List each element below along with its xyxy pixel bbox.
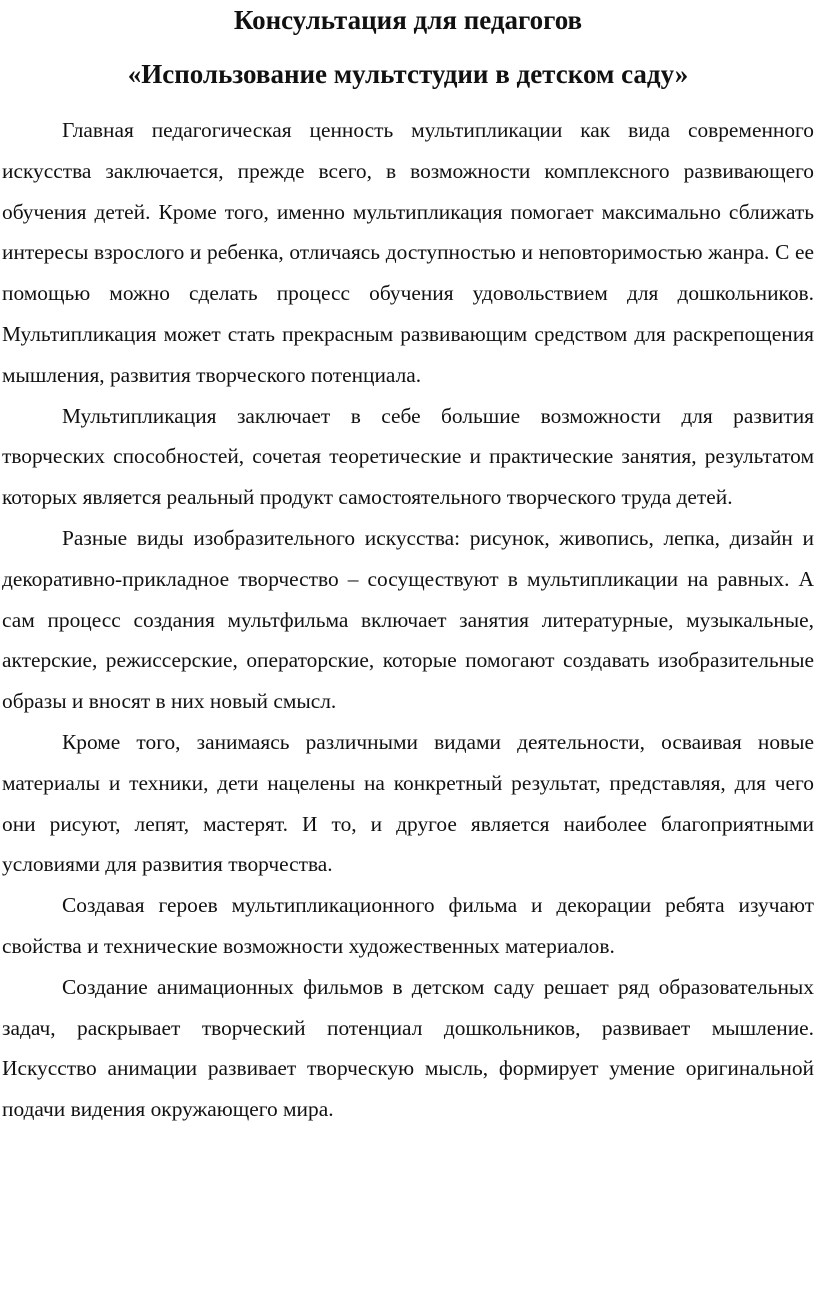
paragraph: Создавая героев мультипликационного фильма и декорации ребята изучают свойства и технические возможности художественных материалов. [2,893,814,958]
document-title: Консультация для педагогов [233,5,583,35]
document-body [2,110,814,1130]
document-subtitle: «Использование мультстудии в детском саду» [127,59,689,89]
paragraph: Разные виды изобразительного искусства: рисунок, живопись, лепка, дизайн и декоративно-прикладное творчество – сосуществуют в мультипликации на равных. А сам процесс создания мультфильма включает занятия литературные, музыкальные, актерские, режиссерские, операторские, которые помогают создавать изобразительные образы и вносят в них новый смысл. [2,525,814,714]
paragraph: Создание анимационных фильмов в детском саду решает ряд образовательных задач, раскрывает творческий потенциал дошкольников, развивает мышление. Искусство анимации развивает творческую мысль, формирует умение оригинальной подачи видения окружающего мира. [2,974,814,1122]
paragraph: Мультипликация заключает в себе большие возможности для развития творческих способностей, сочетая теоретические и практические занятия, результатом которых является реальный продукт самостоятельного творческого труда детей. [2,403,814,510]
paragraph: Главная педагогическая ценность мультипликации как вида современного искусства заключается, прежде всего, в возможности комплексного развивающего обучения детей. Кроме того, именно мультипликация помогает максимально сближать интересы взрослого и ребенка, отличаясь доступностью и неповторимостью жанра. С ее помощью можно сделать процесс обучения удовольствием для дошкольников. Мультипликация может стать прекрасным развивающим средством для раскрепощения мышления, развития творческого потенциала. [2,118,814,387]
paragraph: Кроме того, занимаясь различными видами деятельности, осваивая новые материалы и техники, дети нацелены на конкретный результат, представляя, для чего они рисуют, лепят, мастерят. И то, и другое является наиболее благоприятными условиями для развития творчества. [2,729,814,877]
